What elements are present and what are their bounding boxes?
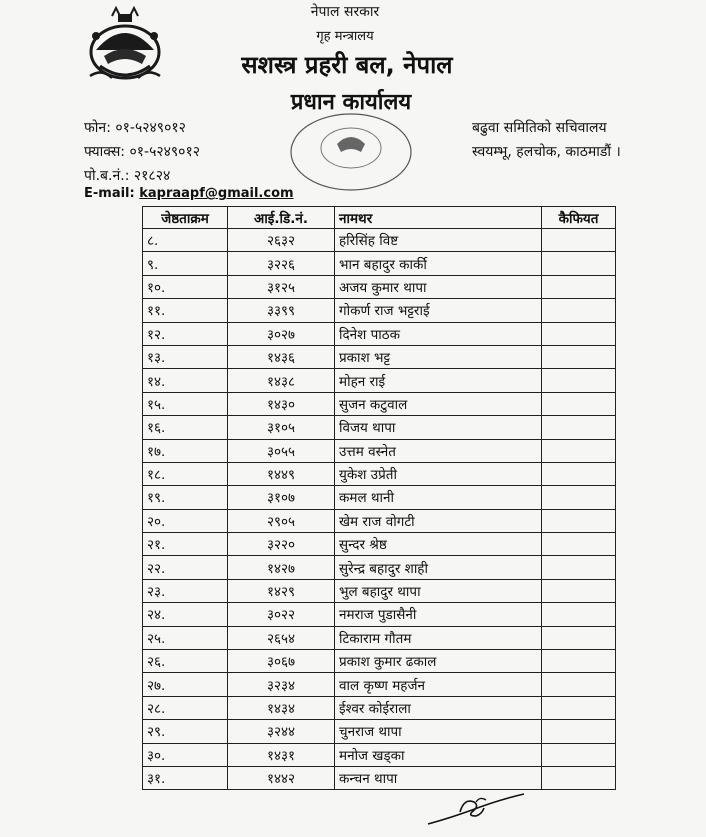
cell-id-number: २९०५ xyxy=(228,509,335,532)
cell-seniority: २६. xyxy=(143,650,228,673)
cell-name: हरिसिंह विष्ट xyxy=(335,229,542,252)
table-row xyxy=(143,696,616,719)
table-row xyxy=(143,229,616,252)
cell-name: कन्चन थापा xyxy=(335,766,542,789)
cell-remarks xyxy=(542,626,616,649)
cell-seniority: २५. xyxy=(143,626,228,649)
cell-remarks xyxy=(542,579,616,602)
cell-remarks xyxy=(542,252,616,275)
cell-id-number: ३०५५ xyxy=(228,439,335,462)
cell-remarks xyxy=(542,392,616,415)
cell-id-number: १४४२ xyxy=(228,766,335,789)
cell-remarks xyxy=(542,509,616,532)
table-row xyxy=(143,275,616,298)
cell-seniority: १२. xyxy=(143,322,228,345)
table-row xyxy=(143,462,616,485)
cell-seniority: १३. xyxy=(143,345,228,368)
cell-id-number: १४२९ xyxy=(228,579,335,602)
table-row xyxy=(143,743,616,766)
table-row xyxy=(143,556,616,579)
header-remarks: कैफियत xyxy=(542,207,616,229)
cell-name: ईश्वर कोईराला xyxy=(335,696,542,719)
table-row xyxy=(143,252,616,275)
cell-remarks xyxy=(542,345,616,368)
cell-id-number: १४४९ xyxy=(228,462,335,485)
cell-name: मोहन राई xyxy=(335,369,542,392)
email-line xyxy=(84,186,294,201)
cell-seniority: ९. xyxy=(143,252,228,275)
fax-number: फ्याक्स: ०१-५२४९०१२ xyxy=(84,144,201,160)
table-row xyxy=(143,650,616,673)
table-row xyxy=(143,766,616,789)
email-label: E-mail: xyxy=(84,186,135,201)
cell-remarks xyxy=(542,650,616,673)
cell-id-number: १४३६ xyxy=(228,345,335,368)
cell-id-number: १४३८ xyxy=(228,369,335,392)
cell-id-number: १४२७ xyxy=(228,556,335,579)
cell-seniority: १९. xyxy=(143,486,228,509)
organization-title: सशस्त्र प्रहरी बल, नेपाल xyxy=(241,51,453,79)
table-row xyxy=(143,345,616,368)
cell-id-number: ३०२७ xyxy=(228,322,335,345)
cell-seniority: २३. xyxy=(143,579,228,602)
office-seal-icon xyxy=(283,108,419,196)
cell-id-number: २६५४ xyxy=(228,626,335,649)
cell-seniority: २४. xyxy=(143,603,228,626)
cell-name: चुनराज थापा xyxy=(335,720,542,743)
cell-seniority: १४. xyxy=(143,369,228,392)
cell-name: भुल बहादुर थापा xyxy=(335,579,542,602)
cell-remarks xyxy=(542,462,616,485)
cell-seniority: १७. xyxy=(143,439,228,462)
ministry-title: गृह मन्त्रालय xyxy=(316,29,374,44)
header-name: नामथर xyxy=(335,207,542,229)
cell-name: अजय कुमार थापा xyxy=(335,275,542,298)
cell-seniority: ११. xyxy=(143,299,228,322)
cell-name: सुन्दर श्रेष्ठ xyxy=(335,533,542,556)
cell-id-number: ३०६७ xyxy=(228,650,335,673)
cell-id-number: ३२२० xyxy=(228,533,335,556)
cell-remarks xyxy=(542,369,616,392)
cell-id-number: ३२३४ xyxy=(228,673,335,696)
cell-id-number: ३१०५ xyxy=(228,416,335,439)
cell-name: युकेश उप्रेती xyxy=(335,462,542,485)
cell-seniority: २२. xyxy=(143,556,228,579)
cell-id-number: ३१०७ xyxy=(228,486,335,509)
seniority-table xyxy=(142,206,616,790)
table-row xyxy=(143,603,616,626)
cell-remarks xyxy=(542,322,616,345)
cell-name: खेम राज वोगटी xyxy=(335,509,542,532)
cell-id-number: ३०२२ xyxy=(228,603,335,626)
table-row xyxy=(143,673,616,696)
cell-name: कमल थानी xyxy=(335,486,542,509)
cell-remarks xyxy=(542,766,616,789)
table-row xyxy=(143,720,616,743)
cell-remarks xyxy=(542,603,616,626)
cell-id-number: १४३० xyxy=(228,392,335,415)
office-title: प्रधान कार्यालय xyxy=(290,90,412,115)
cell-seniority: १६. xyxy=(143,416,228,439)
cell-name: वाल कृष्ण महर्जन xyxy=(335,673,542,696)
table-row xyxy=(143,579,616,602)
cell-seniority: २९. xyxy=(143,720,228,743)
cell-seniority: १०. xyxy=(143,275,228,298)
cell-id-number: ३२२६ xyxy=(228,252,335,275)
cell-remarks xyxy=(542,696,616,719)
cell-seniority: १५. xyxy=(143,392,228,415)
government-title: नेपाल सरकार xyxy=(310,4,380,20)
cell-name: भान बहादुर कार्की xyxy=(335,252,542,275)
cell-name: गोकर्ण राज भट्टराई xyxy=(335,299,542,322)
cell-id-number: २६३२ xyxy=(228,229,335,252)
table-row xyxy=(143,299,616,322)
cell-name: सुजन कटुवाल xyxy=(335,392,542,415)
cell-remarks xyxy=(542,673,616,696)
cell-remarks xyxy=(542,743,616,766)
cell-id-number: ३३९९ xyxy=(228,299,335,322)
cell-name: प्रकाश भट्ट xyxy=(335,345,542,368)
cell-seniority: ३१. xyxy=(143,766,228,789)
cell-name: प्रकाश कुमार ढकाल xyxy=(335,650,542,673)
table-row xyxy=(143,322,616,345)
table-header-row xyxy=(143,207,616,229)
cell-name: टिकाराम गौतम xyxy=(335,626,542,649)
cell-seniority: ३०. xyxy=(143,743,228,766)
cell-remarks xyxy=(542,439,616,462)
cell-name: नमराज पुडासैनी xyxy=(335,603,542,626)
secretariat-name: बढुवा समितिको सचिवालय xyxy=(472,120,607,136)
email-link[interactable]: kapraapf@gmail.com xyxy=(139,186,294,201)
secretariat-address: स्वयम्भू, हलचोक, काठमाडौं । xyxy=(472,144,621,160)
table-row xyxy=(143,509,616,532)
table-row xyxy=(143,439,616,462)
cell-seniority: २८. xyxy=(143,696,228,719)
signature-icon xyxy=(420,790,530,830)
cell-remarks xyxy=(542,556,616,579)
cell-remarks xyxy=(542,416,616,439)
cell-id-number: १४३४ xyxy=(228,696,335,719)
po-box: पो.ब.नं.: २१८२४ xyxy=(84,168,171,184)
cell-id-number: ३२४४ xyxy=(228,720,335,743)
cell-name: उत्तम वस्नेत xyxy=(335,439,542,462)
phone-number: फोन: ०१-५२४९०१२ xyxy=(84,120,186,136)
cell-seniority: १८. xyxy=(143,462,228,485)
cell-seniority: ८. xyxy=(143,229,228,252)
cell-id-number: १४३१ xyxy=(228,743,335,766)
cell-seniority: २१. xyxy=(143,533,228,556)
cell-remarks xyxy=(542,533,616,556)
cell-remarks xyxy=(542,229,616,252)
header-seniority: जेष्ठताक्रम xyxy=(143,207,228,229)
cell-seniority: २७. xyxy=(143,673,228,696)
cell-id-number: ३१२५ xyxy=(228,275,335,298)
cell-seniority: २०. xyxy=(143,509,228,532)
cell-name: विजय थापा xyxy=(335,416,542,439)
cell-name: दिनेश पाठक xyxy=(335,322,542,345)
cell-remarks xyxy=(542,299,616,322)
cell-name: मनोज खड्का xyxy=(335,743,542,766)
cell-remarks xyxy=(542,720,616,743)
table-row xyxy=(143,626,616,649)
table-row xyxy=(143,533,616,556)
table-row xyxy=(143,392,616,415)
table-row xyxy=(143,486,616,509)
table-row xyxy=(143,369,616,392)
header-id-number: आई.डि.नं. xyxy=(228,207,335,229)
table-row xyxy=(143,416,616,439)
cell-name: सुरेन्द्र बहादुर शाही xyxy=(335,556,542,579)
cell-remarks xyxy=(542,275,616,298)
cell-remarks xyxy=(542,486,616,509)
